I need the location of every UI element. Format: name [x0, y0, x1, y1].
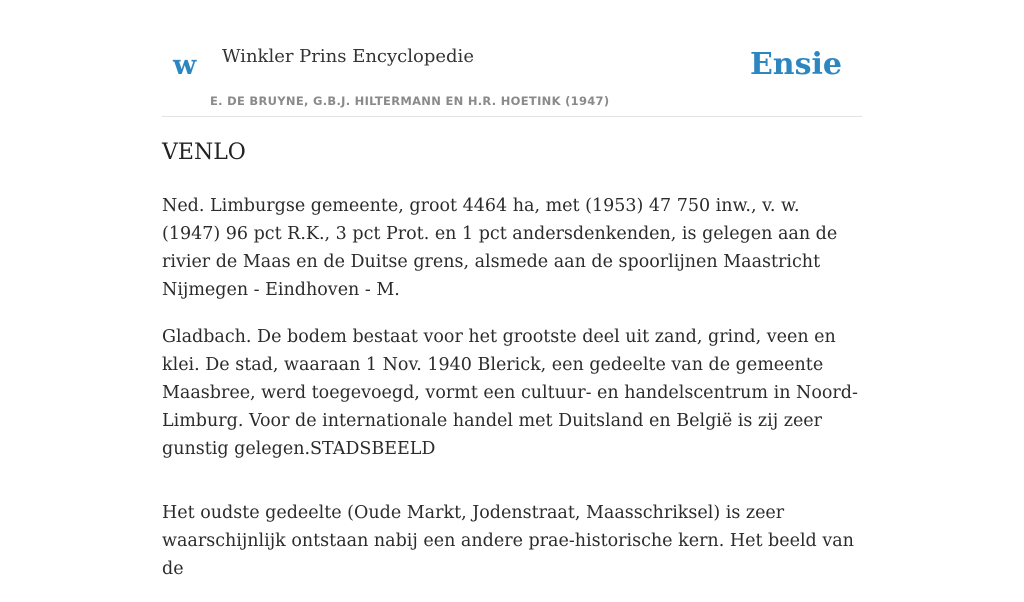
- page: [162, 0, 862, 579]
- article-title: VENLO: [162, 140, 246, 165]
- source-title[interactable]: Winkler Prins Encyclopedie: [222, 46, 474, 67]
- ensie-logo[interactable]: Ensie: [749, 47, 842, 82]
- article-paragraph: Ned. Limburgse gemeente, groot 4464 ha, met (1953) 47 750 inw., v. w. (1947) 96 pct R.K., 3 pct Prot. en 1 pct andersdenkenden, is gelegen aan de rivier de Maas en de Duitse grens, alsmede aan de spoorlijnen Maastricht Nijmegen - Eindhoven - M.: [162, 196, 838, 300]
- article-paragraph: Het oudste gedeelte (Oude Markt, Jodenstraat, Maasschriksel) is zeer waarschijnlijk ontstaan nabij een andere prae-historische kern. Het beeld van de: [162, 503, 854, 579]
- article-body: [162, 192, 862, 602]
- article-paragraph: Gladbach. De bodem bestaat voor het grootste deel uit zand, grind, veen en klei. De stad, waaraan 1 Nov. 1940 Blerick, een gedeelte van de gemeente Maasbree, werd toegevoegd, vormt een cultuur- en handelscentrum in Noord-Limburg. Voor de internationale handel met Duitsland en België is zij zeer gunstig gelegen.STADSBEELD: [162, 327, 858, 459]
- winkler-prins-logo-icon[interactable]: w: [173, 50, 197, 81]
- source-authors: E. DE BRUYNE, G.B.J. HILTERMANN EN H.R. HOETINK (1947): [210, 94, 610, 108]
- source-header: [162, 0, 862, 117]
